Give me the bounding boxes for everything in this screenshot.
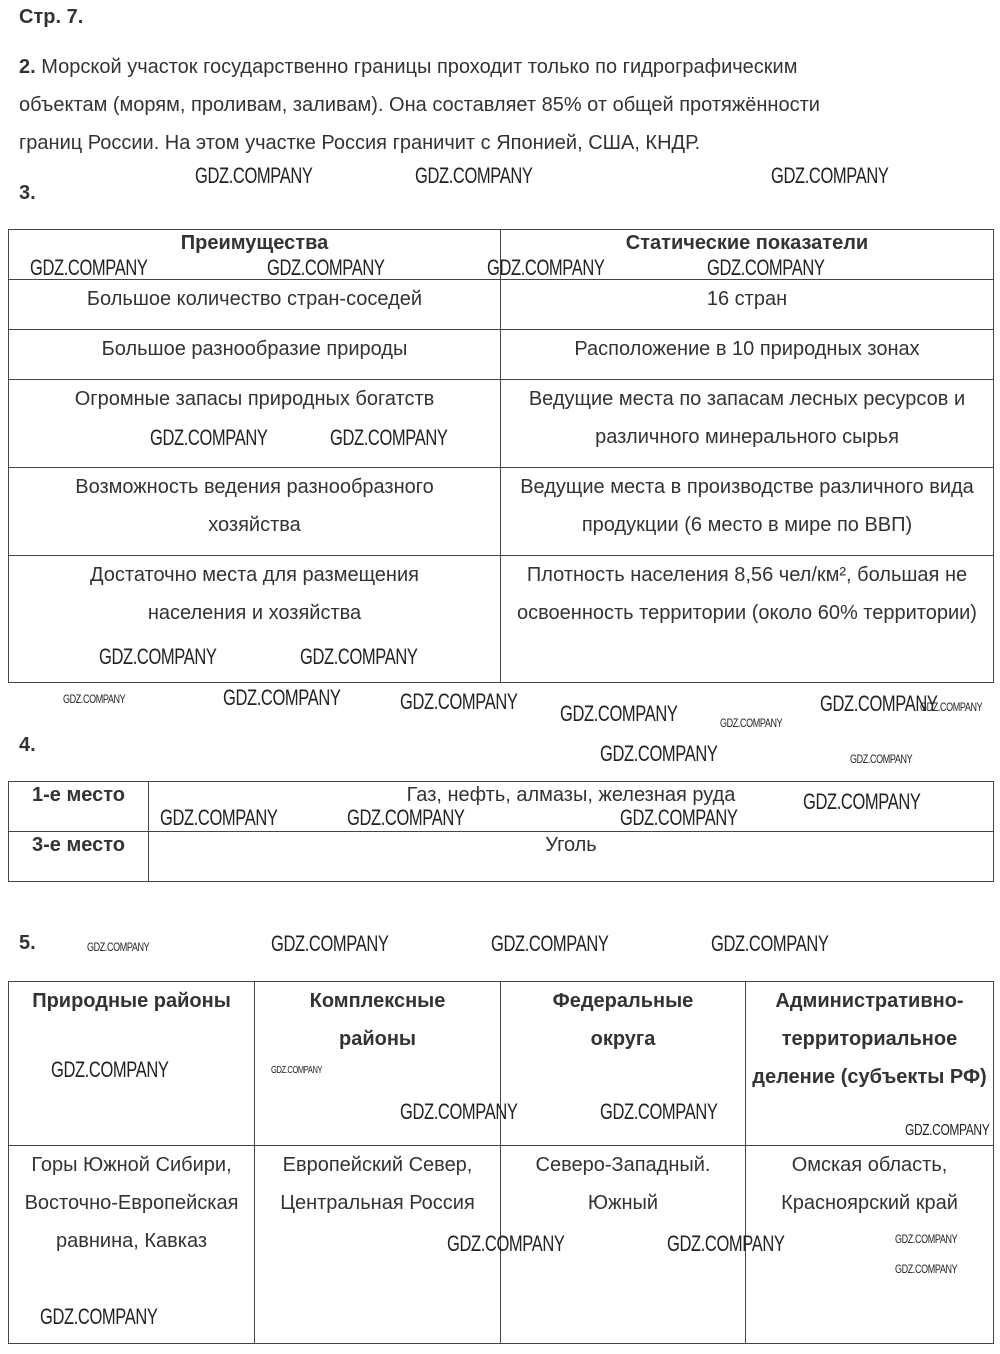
watermark: GDZ.COMPANY [223,685,341,710]
table-row [9,1146,994,1344]
table-cell: Большое количество стран-соседей [9,280,501,330]
table-cell: Газ, нефть, алмазы, железная руда [149,782,994,832]
watermark: GDZ.COMPANY [711,931,829,956]
watermark: GDZ.COMPANY [707,255,825,280]
watermark: GDZ.COMPANY [30,255,148,280]
watermark: GDZ.COMPANY [720,716,783,730]
watermark: GDZ.COMPANY [415,163,533,188]
table-row [9,556,994,683]
watermark: GDZ.COMPANY [347,805,465,830]
advantages-table [8,229,994,683]
table-cell: Северо-Западный. Южный [501,1146,746,1344]
watermark: GDZ.COMPANY [895,1232,958,1246]
table-cell: 16 стран [501,280,994,330]
watermark: GDZ.COMPANY [560,701,678,726]
page-label: Стр. 7. [19,6,84,28]
watermark: GDZ.COMPANY [87,940,150,954]
watermark: GDZ.COMPANY [491,931,609,956]
watermark: GDZ.COMPANY [905,1122,990,1139]
table-cell: Возможность ведения разнообразного хозяйства [9,468,501,556]
watermark: GDZ.COMPANY [803,789,921,814]
header-cell: Административно-территориальное деление (субъекты РФ) [746,982,994,1146]
regions-table [8,981,994,1344]
header-cell: Федеральные округа [501,982,746,1146]
watermark: GDZ.COMPANY [51,1057,169,1082]
header-cell: Комплексные районы [255,982,501,1146]
watermark: GDZ.COMPANY [267,255,385,280]
watermark: GDZ.COMPANY [271,931,389,956]
table-row [9,330,994,380]
header-cell: Природные районы [9,982,255,1146]
watermark: GDZ.COMPANY [271,1065,323,1076]
table-cell: Горы Южной Сибири, Восточно-Европейская равнина, Кавказ [9,1146,255,1344]
watermark: GDZ.COMPANY [195,163,313,188]
watermark: GDZ.COMPANY [620,805,738,830]
watermark: GDZ.COMPANY [400,1099,518,1124]
watermark: GDZ.COMPANY [99,644,217,669]
task2-number: 2. [19,56,36,78]
task3-number: 3. [19,182,36,204]
table-cell: Омская область, Красноярский край [746,1146,994,1344]
watermark: GDZ.COMPANY [920,700,983,714]
watermark: GDZ.COMPANY [160,805,278,830]
header-cell: Преимущества [9,230,501,280]
task2-line: объектам (морям, проливам, заливам). Она составляет 85% от общей протяжённости [19,94,820,116]
rank-cell: 3-е место [9,832,149,882]
table-row [9,280,994,330]
table-cell: Большое разнообразие природы [9,330,501,380]
resources-table [8,781,994,882]
watermark: GDZ.COMPANY [63,692,126,706]
table-row [9,380,994,468]
task2-line: Морской участок государственно границы проходит только по гидрографическим [41,56,798,78]
watermark: GDZ.COMPANY [40,1304,158,1329]
watermark: GDZ.COMPANY [487,255,605,280]
table-cell: Достаточно места для размещения населения и хозяйства [9,556,501,683]
task2-text [19,48,979,162]
watermark: GDZ.COMPANY [150,425,268,450]
rank-cell: 1-е место [9,782,149,832]
table-cell: Плотность населения 8,56 чел/км², большая не освоенность территории (около 60% территории) [501,556,994,683]
table-cell: Огромные запасы природных богатств [9,380,501,468]
table-cell: Ведущие места по запасам лесных ресурсов и различного минерального сырья [501,380,994,468]
table-row [9,468,994,556]
watermark: GDZ.COMPANY [300,644,418,669]
watermark: GDZ.COMPANY [600,741,718,766]
watermark: GDZ.COMPANY [600,1099,718,1124]
watermark: GDZ.COMPANY [850,752,913,766]
table-header-row [9,230,994,280]
watermark: GDZ.COMPANY [447,1231,565,1256]
watermark: GDZ.COMPANY [400,689,518,714]
task5-number: 5. [19,932,36,954]
table-cell: Расположение в 10 природных зонах [501,330,994,380]
table-row [9,832,994,882]
table-cell: Ведущие места в производстве различного вида продукции (6 место в мире по ВВП) [501,468,994,556]
table-header-row [9,982,994,1146]
watermark: GDZ.COMPANY [330,425,448,450]
table-row [9,782,994,832]
task2-line: границ России. На этом участке Россия граничит с Японией, США, КНДР. [19,132,701,154]
header-cell: Статические показатели [501,230,994,280]
task4-number: 4. [19,734,36,756]
watermark: GDZ.COMPANY [820,691,938,716]
watermark: GDZ.COMPANY [895,1262,958,1276]
watermark: GDZ.COMPANY [771,163,889,188]
watermark: GDZ.COMPANY [667,1231,785,1256]
table-cell: Уголь [149,832,994,882]
table-cell: Европейский Север, Центральная Россия [255,1146,501,1344]
